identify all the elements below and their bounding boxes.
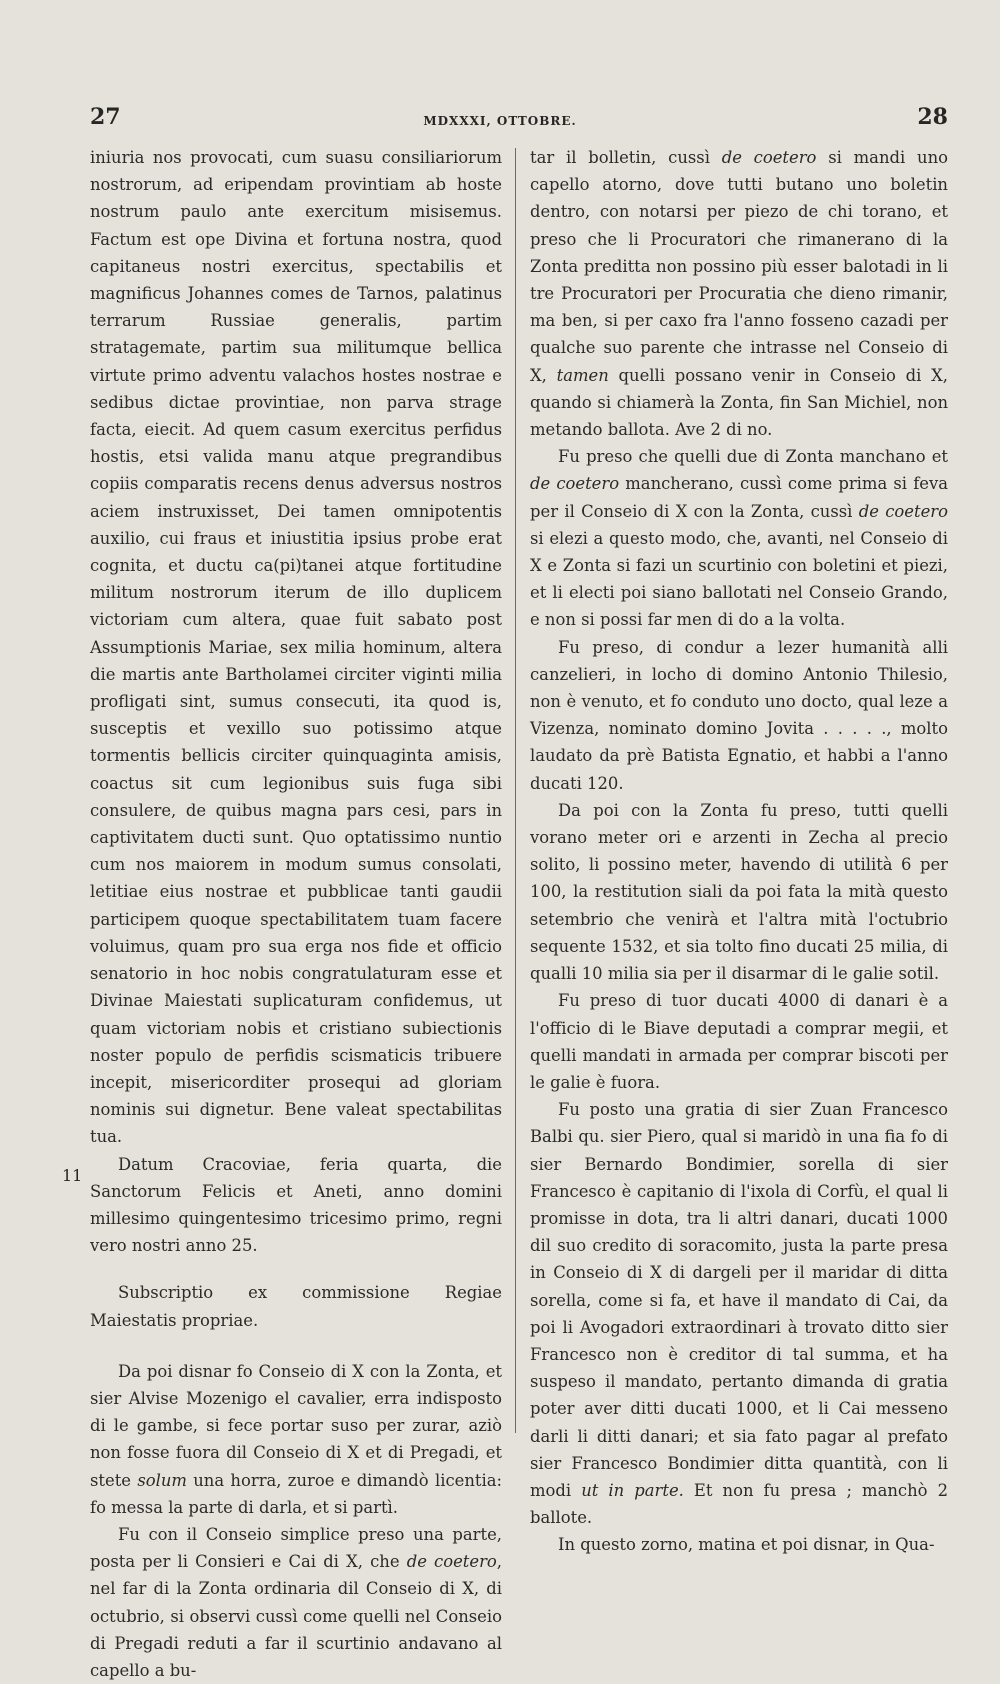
page-header [0,104,1000,138]
left-paragraph-datum: Datum Cracoviae, feria quarta, die Sanctorum Felicis et Aneti, anno domini millesimo quingentesimo tricesimo primo, regni vero nostri anno 25. [90,1154,502,1256]
emphasis: ut in parte. [581,1480,684,1500]
right-page-number: 28 [917,104,948,130]
right-paragraph-zecha: Da poi con la Zonta fu preso, tutti quelli vorano meter ori e arzenti in Zecha al precio solito, li possino meter, havendo di utilità 6 per 100, la restitution siali da poi fata la mità questo setembrio che venirà et l'altra mità l'octubrio sequente 1532, et sia tolto fino ducati 25 milia, di qualli 10 milia sia per il disarmar di le galie sotil. [530,800,948,984]
emphasis: tamen [556,365,609,385]
emphasis: solum [137,1470,187,1490]
right-paragraph-gratia: Fu posto una gratia di sier Zuan Francesco Balbi qu. sier Piero, qual si maridò in una fia fo di sier Bernardo Bondimier, sorella di sier Francesco è capitanio di l'ixola di Corfù, el qual li promisse in dota, tra li altri danari, ducati 1000 dil suo credito di soracomito, justa la parte presa in Conseio di X di dargeli per il maridar di ditta sorella, come si fa, et have il mandato di Cai, da poi li Avogadori extraordinari à trovato ditto sier Francesco non è creditor di tal summa, et ha suspeso il mandato, pertanto dimanda di gratia poter aver ditti ducati 1000, et li Cai messeno darli li ditti danari; et sia fato pagar al prefato sier Francesco Bondimier ditta quantità, con li modi ut in parte. Et non fu presa ; manchò 2 ballote. [530,1100,948,1528]
right-paragraph-final: In questo zorno, matina et poi disnar, in Qua- [558,1535,935,1555]
right-paragraph-continuation: tar il bolletin, cussì de coetero si mandi uno capello atorno, dove tutti butano uno boletin dentro, con notarsi per piezo de chi torano, et preso che li Procuratori che rimanerano di la Zonta preditta non possino più esser balotadi in li tre Procuratori per Procuratia che dieno rimanir, ma ben, si per caxo fra l'anno fosseno cazadi per qualche suo parente che intrasse nel Conseio di X, tamen quelli possano venir in Conseio di X, quando si chiamerà la Zonta, fin San Michiel, non metando ballota. Ave 2 di no. [530,148,948,440]
running-title: MDXXXI, OTTOBRE. [423,114,577,128]
emphasis: de coetero [858,501,948,521]
left-paragraph-subscriptio: Subscriptio ex commissione Regiae Maiestatis propriae. [90,1283,502,1330]
left-paragraph-parte: Fu con il Conseio simplice preso una parte, posta per li Consieri e Cai di X, che de coetero, nel far di la Zonta ordinaria dil Conseio di X, di octubrio, si observi cussì come quelli nel Conseio di Pregadi reduti a far il scurtinio andavano al capello a bu- [90,1524,503,1680]
emphasis: de coetero [530,474,620,494]
left-paragraph-conseio: Da poi disnar fo Conseio di X con la Zonta, et sier Alvise Mozenigo el cavalier, erra indisposto di le gambe, si fece portar suso per zurar, aziò non fosse fuora dil Conseio di X et di Pregadi, et stete solum una horra, zuroe e dimandò licentia: fo messa la parte di darla, et si partì. [90,1361,503,1517]
left-page-number: 27 [90,104,121,130]
right-column [530,144,948,1559]
left-column [90,144,502,1684]
left-paragraph-letter: iniuria nos provocati, cum suasu consiliariorum nostrorum, ad eripendam provintiam ab hoste nostrum paulo ante exercitum misisemus. Factum est ope Divina et fortuna nostra, quod capitaneus nostri exercitus, spectabilis et magnificus Johannes comes de Tarnos, palatinus terrarum Russiae generalis, partim stratagemate, partim sua militumque bellica virtute primo adventu valachos hostes nostrae e sedibus dictae provintiae, non parva strage facta, eiecit. Ad quem casum exercitus perfidus hostis, etsi valida manu atque pregrandibus copiis comparatis recens denus adversus nostros aciem instruxisset, Dei tamen omnipotentis auxilio, cui fraus et iniustitia ipsius probe erat cognita, et ductu ca(pi)tanei atque fortitudine militum nostrorum iterum de illo duplicem victoriam cum altera, quae fuit sabato post Assumptionis Mariae, sex milia hominum, altera die martis ante Bartholamei circiter viginti milia profligati sint, sumus consecuti, ita quod is, susceptis et vexillo suo potissimo atque tormentis bellicis circiter quinquaginta amisis, coactus sit cum legionibus suis fuga sibi consulere, de quibus magna pars cesi, pars in captivitatem ducti sunt. Quo optatissimo nuntio cum nos maiorem in modum sumus consolati, letitiae eius nostrae et pubblicae tanti gaudii participem quoque spectabilitatem tuam facere voluimus, quam pro sua erga nos fide et officio senatorio in hoc nobis congratulaturam esse et Divinae Maiestati suplicaturam confidemus, ut quam victoriam nobis et cristiano subiectionis noster populo de perfidis scismaticis tribuere incepit, misericorditer prosequi ad gloriam nominis sui dignetur. Bene valeat spectabilitas tua. [90,148,502,1147]
right-paragraph-humanita: Fu preso, di condur a lezer humanità alli canzelieri, in locho di domino Antonio Thilesio, non è venuto, et fo conduto uno docto, qual leze a Vizenza, nominato domino Jovita . . . . ., molto laudato da prè Batista Egnatio, et habbi a l'anno ducati 120. [530,637,948,793]
emphasis: de coetero [406,1552,497,1572]
margin-number: 11 [62,1166,83,1185]
column-divider [515,148,516,1433]
right-paragraph-biave: Fu preso di tuor ducati 4000 di danari è a l'officio di le Biave deputadi a comprar megii, et quelli mandati in armada per comprar biscoti per le galie è fuora. [530,991,948,1092]
emphasis: de coetero [721,148,817,167]
right-paragraph-zonta: Fu preso che quelli due di Zonta manchano et de coetero mancherano, cussì come prima si feva per il Conseio di X con la Zonta, cussì de coetero si elezi a questo modo, che, avanti, nel Conseio di X e Zonta si fazi un scurtinio con boletini et piezi, et li electi poi siano ballotati nel Conseio Grando, e non si possi far men di do a la volta. [530,447,948,630]
